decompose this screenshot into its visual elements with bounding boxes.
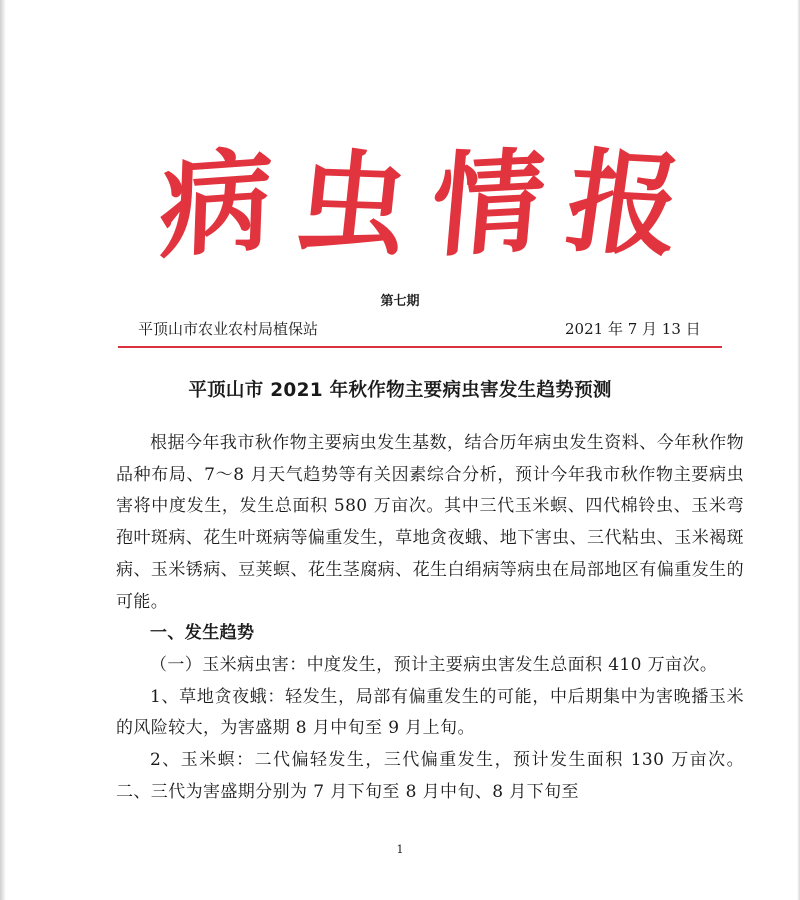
header-divider <box>118 346 722 348</box>
publisher: 平顶山市农业农村局植保站 <box>138 320 319 338</box>
masthead-char-4: 报 <box>558 137 690 273</box>
masthead-char-3: 情 <box>426 136 550 274</box>
masthead-logo <box>157 135 690 275</box>
paragraph-corn-borer: 2、玉米螟：二代偏轻发生，三代偏重发生，预计发生面积 130 万亩次。二、三代为害盛期分别为 7 月下旬至 8 月中旬、8 月下旬至 <box>116 750 744 802</box>
masthead-char-2: 虫 <box>289 138 415 272</box>
scan-edge-left <box>0 0 6 900</box>
paragraph-intro: 根据今年我市秋作物主要病虫发生基数，结合历年病虫发生资料、今年秋作物品种布局、7～8 月天气趋势等有关因素综合分析，预计今年我市秋作物主要病虫害将中度发生，发生总面积 580 万亩次。其中三代玉米螟、四代棉铃虫、玉米弯孢叶斑病、花生叶斑病等偏重发生，草地贪夜蛾、地下害虫、三代粘虫、玉米褐斑病、玉米锈病、豆荚螟、花生茎腐病、花生白绢病等病虫在局部地区有偏重发生的可能。 <box>116 433 744 612</box>
paragraph-fall-armyworm: 1、草地贪夜蛾：轻发生，局部有偏重发生的可能，中后期集中为害晚播玉米的风险较大，为害盛期 8 月中旬至 9 月上旬。 <box>116 686 744 739</box>
article-title: 平顶山市 2021 年秋作物主要病虫害发生趋势预测 <box>188 380 612 401</box>
publish-date: 2021 年 7 月 13 日 <box>565 320 701 338</box>
section-heading: 一、发生趋势 <box>150 623 255 644</box>
page-number: 1 <box>396 843 404 856</box>
masthead-char-1: 病 <box>157 135 275 275</box>
paragraph-corn: （一）玉米病虫害：中度发生，预计主要病虫害发生总面积 410 万亩次。 <box>150 654 718 675</box>
article-body <box>116 428 744 808</box>
issue-number: 第七期 <box>380 294 420 309</box>
